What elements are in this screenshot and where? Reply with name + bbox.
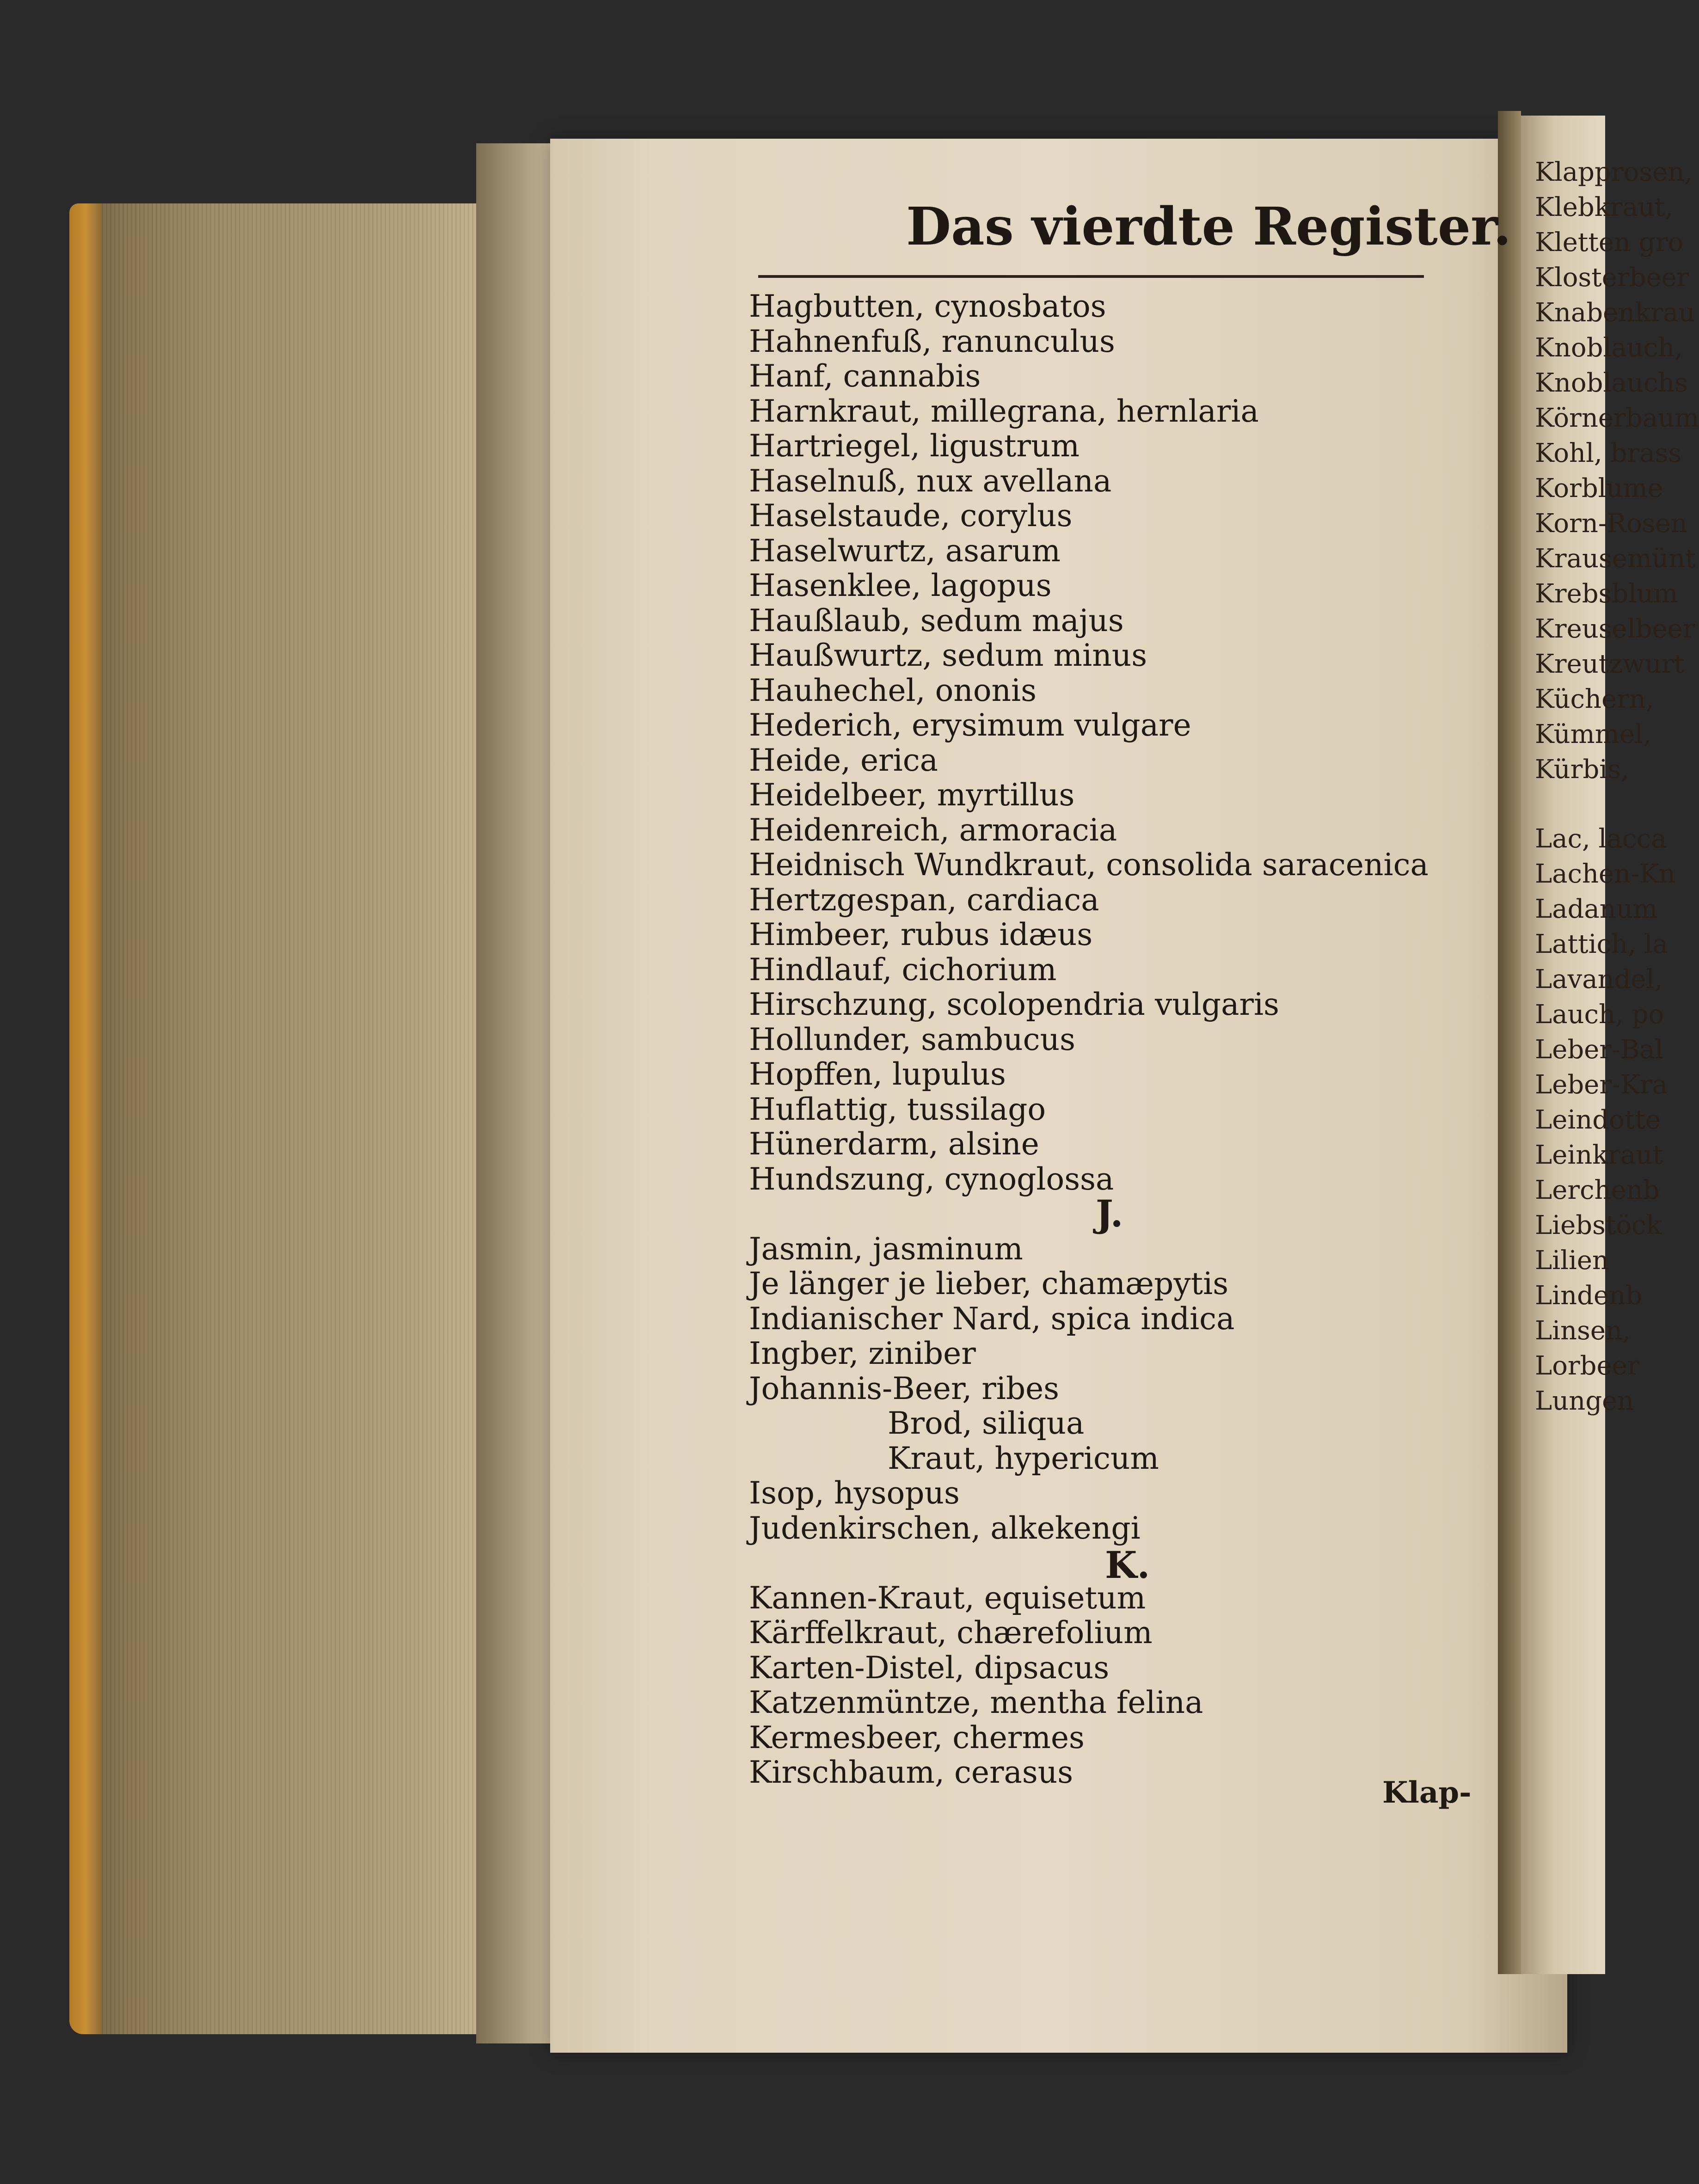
register-entry: Kirschbaum, cerasus <box>749 1755 1073 1790</box>
right-page-line: Lavandel, <box>1535 964 1663 994</box>
header-rule <box>758 275 1424 278</box>
spine-gutter <box>1498 111 1521 1974</box>
right-page-line: Klosterbeer <box>1535 263 1689 293</box>
register-entry: Haselwurtz, asarum <box>749 533 1061 569</box>
right-page-line: Kreutzwurt <box>1535 649 1685 679</box>
register-entry: Heidelbeer, myrtillus <box>749 777 1075 813</box>
right-page-line: Lauch, po <box>1535 1000 1664 1030</box>
right-page-line: Leindotte <box>1535 1105 1661 1135</box>
right-page-line: Lungen <box>1535 1386 1634 1416</box>
right-page-line: Leber-Bal <box>1535 1035 1663 1065</box>
right-page-line: Korn-Rosen <box>1535 509 1687 539</box>
right-page-line: Krebsblum <box>1535 579 1678 609</box>
right-page-line: Leber-Kra <box>1535 1070 1668 1100</box>
register-entry: Hertzgespan, cardiaca <box>749 882 1099 918</box>
register-entry: Kraut, hypericum <box>888 1440 1159 1476</box>
page-title: Das vierdte Register. <box>906 196 1511 257</box>
register-entry: Hartriegel, ligustrum <box>749 428 1080 464</box>
right-page-line: Lorbeer <box>1535 1351 1640 1381</box>
right-page-line: Lerchenb <box>1535 1175 1660 1205</box>
right-page-line: Leinkraut <box>1535 1140 1663 1170</box>
register-entry: Karten-Distel, dipsacus <box>749 1650 1110 1686</box>
register-entry: Haselstaude, corylus <box>749 498 1073 534</box>
register-entry: Jasmin, jasminum <box>749 1231 1023 1267</box>
register-entry: Hundszung, cynoglossa <box>749 1161 1114 1197</box>
right-page-line: Kümmel, <box>1535 719 1651 749</box>
register-entry: Kärffelkraut, chærefolium <box>749 1615 1153 1650</box>
catchword: Klap- <box>1382 1775 1472 1810</box>
right-page-line: Knoblauchs <box>1535 368 1688 398</box>
right-page-line: Knoblauch, <box>1535 333 1683 363</box>
register-entry: Hasenklee, lagopus <box>749 568 1052 603</box>
right-page-line: Küchern, <box>1535 684 1654 714</box>
section-letter-j: J. <box>1096 1192 1123 1235</box>
register-entry: Isop, hysopus <box>749 1475 960 1511</box>
register-entry: Indianischer Nard, spica indica <box>749 1301 1235 1337</box>
register-entry: Harnkraut, millegrana, hernlaria <box>749 393 1259 429</box>
right-page-line: Knabenkrau <box>1535 298 1695 328</box>
section-letter-k: K. <box>1105 1543 1150 1587</box>
register-entry: Hopffen, lupulus <box>749 1056 1006 1092</box>
right-page-line: Kreuselbeer <box>1535 614 1695 644</box>
register-entry: Ingber, ziniber <box>749 1336 976 1371</box>
register-entry: Hollunder, sambucus <box>749 1021 1075 1057</box>
register-entry: Haselnuß, nux avellana <box>749 463 1112 499</box>
register-entry: Brod, siliqua <box>888 1405 1085 1441</box>
right-page-line: Kletten gro <box>1535 227 1684 258</box>
register-entry: Hünerdarm, alsine <box>749 1126 1039 1162</box>
right-page-line: Linsen, <box>1535 1316 1631 1346</box>
register-entry: Kannen-Kraut, equisetum <box>749 1580 1146 1616</box>
right-page-line: Korblume <box>1535 473 1663 503</box>
right-page-line: Lilien <box>1535 1245 1609 1276</box>
register-entry: Haußlaub, sedum majus <box>749 602 1124 638</box>
right-page-line: Liebstöck <box>1535 1210 1662 1240</box>
register-entry: Katzenmüntze, mentha felina <box>749 1685 1203 1720</box>
right-page-line: Lachen-Kn <box>1535 859 1676 889</box>
register-entry: Judenkirschen, alkekengi <box>749 1510 1141 1546</box>
book-fore-edge <box>69 203 476 2034</box>
register-entry: Hederich, erysimum vulgare <box>749 707 1191 743</box>
register-entry: Hanf, cannabis <box>749 358 981 394</box>
register-entry: Hirschzung, scolopendria vulgaris <box>749 987 1280 1022</box>
right-page-line: Ladanum <box>1535 894 1658 924</box>
right-page-line: Lindenb <box>1535 1281 1643 1311</box>
register-entry: Hindlauf, cichorium <box>749 951 1057 988</box>
register-entry: Haußwurtz, sedum minus <box>749 638 1147 673</box>
right-page-line: Körnerbaum <box>1535 403 1699 433</box>
right-page-line: Klebkraut, <box>1535 192 1674 222</box>
register-entry: Je länger je lieber, chamæpytis <box>749 1266 1229 1301</box>
register-entry: Kermesbeer, chermes <box>749 1719 1085 1755</box>
register-entry: Hauhechel, ononis <box>749 672 1037 708</box>
page-gutter <box>476 143 550 2043</box>
right-page-fragment <box>1521 116 1699 1974</box>
right-page-line: Lattich, la <box>1535 929 1668 959</box>
right-page-line: Lac, lacca <box>1535 824 1667 854</box>
right-page-line: Kürbis, <box>1535 755 1629 785</box>
register-entry: Heidenreich, armoracia <box>749 812 1117 848</box>
right-page-line: Krausemünt <box>1535 544 1696 574</box>
right-page-line: Kohl, brass <box>1535 438 1682 468</box>
register-entry: Hagbutten, cynosbatos <box>749 288 1106 324</box>
right-page-line: Klapprosen, <box>1535 157 1693 187</box>
register-entry: Johannis-Beer, ribes <box>749 1370 1060 1406</box>
register-entry: Hahnenfuß, ranunculus <box>749 323 1115 359</box>
register-entry: Huflattig, tussilago <box>749 1091 1046 1127</box>
register-entry: Himbeer, rubus idæus <box>749 917 1093 952</box>
register-entry: Heide, erica <box>749 742 938 778</box>
register-entry: Heidnisch Wundkraut, consolida saracenica <box>749 847 1429 883</box>
